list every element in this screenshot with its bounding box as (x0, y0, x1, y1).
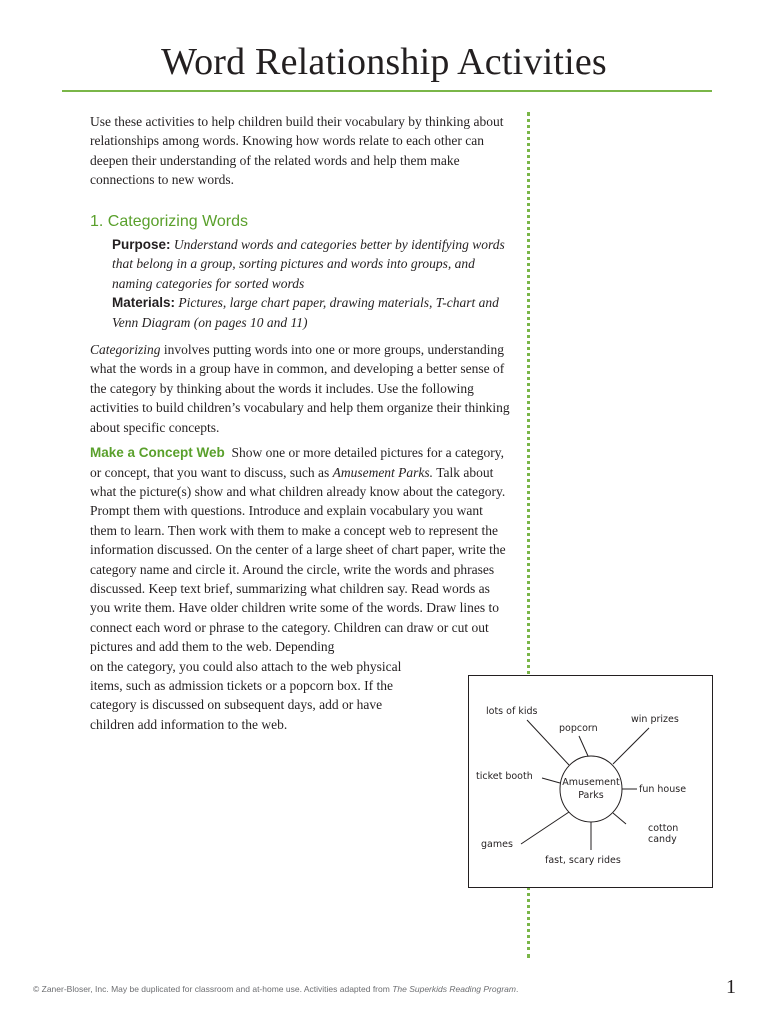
intro-paragraph: Use these activities to help children build their vocabulary by thinking about relationships among words. Knowing how words relate to each other can deepen their understanding of the related words and help them make connections to new words. (90, 114, 504, 188)
concept-web-paragraph (90, 443, 512, 656)
label-ticket-booth: ticket booth (476, 771, 533, 782)
footer-prefix: © Zaner-Bloser, Inc. May be duplicated for classroom and at-home use. Activities adapted from (33, 984, 393, 994)
line-games (521, 812, 569, 844)
categorizing-text: involves putting words into one or more groups, understanding what the words in a group have in common, and developing a better sense of the category by thinking about the words it includes. Use the following activities to build children’s vocabulary and help them organize their thinking about specific concepts. (90, 342, 510, 435)
categorizing-paragraph (90, 340, 512, 437)
concept-web-text-a: Show one or more detailed pictures for a category, or concept, that you want to discuss, such as (90, 445, 508, 480)
main-column (90, 112, 512, 734)
page-number: 1 (726, 976, 736, 998)
concept-web-paragraph-end: on the category, you could also attach to the web physical items, such as admission tickets or a popcorn box. If the category is discussed on subsequent days, add or have children add information to the web. (90, 658, 402, 732)
center-circle (560, 756, 622, 822)
copyright-footer (33, 984, 518, 994)
label-games: games (481, 839, 513, 850)
concept-web-heading: Make a Concept Web (90, 445, 225, 461)
section-heading: 1. Categorizing Words (90, 212, 248, 230)
label-fast-scary-rides: fast, scary rides (545, 855, 621, 866)
materials-text: Pictures, large chart paper, drawing materials, T-chart and Venn Diagram (on pages 10 and 11) (112, 295, 499, 330)
line-popcorn (579, 736, 588, 756)
purpose-line (112, 235, 512, 293)
line-cotton-candy (613, 813, 626, 824)
concept-web-diagram (469, 676, 712, 887)
center-label-line2: Parks (578, 790, 604, 801)
categorizing-term: Categorizing (90, 342, 161, 358)
label-lots-of-kids: lots of kids (486, 706, 538, 717)
label-popcorn: popcorn (559, 723, 598, 734)
purpose-materials (90, 235, 512, 332)
purpose-label: Purpose: (112, 237, 171, 253)
title-rule (62, 90, 712, 92)
footer-suffix: . (515, 984, 519, 994)
label-fun-house: fun house (639, 784, 687, 795)
concept-web-example: Amusement Parks. (332, 464, 434, 480)
concept-web-figure (468, 675, 713, 888)
materials-line (112, 293, 512, 332)
label-cotton-candy-line1: cotton (648, 823, 679, 834)
center-label-line1: Amusement (562, 777, 620, 788)
label-cotton-candy-line2: candy (648, 834, 677, 845)
line-win-prizes (613, 728, 649, 764)
label-win-prizes: win prizes (631, 714, 679, 725)
materials-label: Materials: (112, 295, 176, 311)
page-title: Word Relationship Activities (161, 41, 607, 83)
purpose-text: Understand words and categories better by identifying words that belong in a group, sorting pictures and words into groups, and naming categories for sorted words (112, 237, 505, 291)
footer-program: The Superkids Reading Program (392, 984, 516, 994)
line-ticket-booth (542, 778, 560, 783)
concept-web-text-b: Talk about what the picture(s) show and what children already know about the category. Prompt them with questions. Introduce and explain vocabulary you want them to learn. Then work with them to make a concept web to represent the information discussed. On the center of a large sheet of chart paper, write the category name and circle it. Around the circle, write the words and phrases discussed. Keep text brief, summarizing what children say. Read words as you write them. Have older children write some of the words. Draw lines to connect each word or phrase to the category. Children can draw or cut out pictures and add them to the web. Depending (90, 464, 506, 655)
